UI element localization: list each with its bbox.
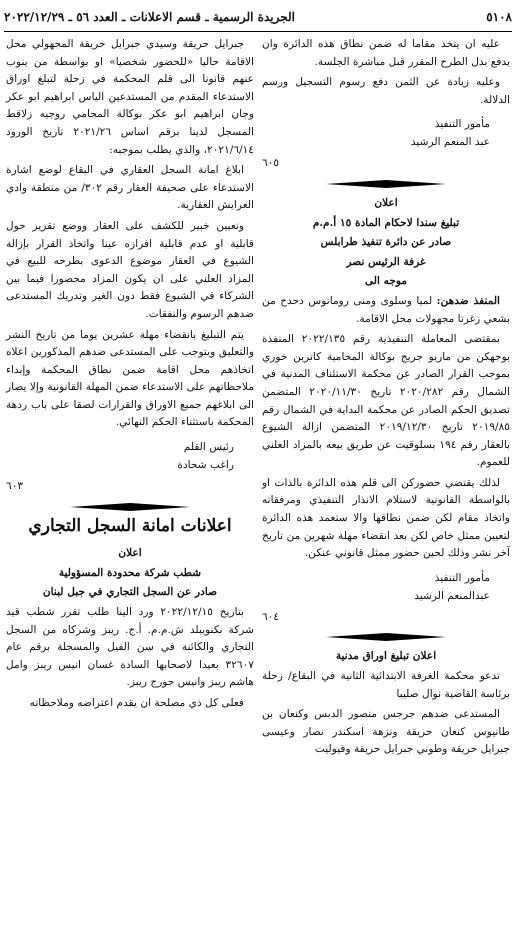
paragraph: وتعيين خبير للكشف على العقار ووضع تقرير حول قابلية او عدم قابلية افرازه عينا واتخاذ القرار بإزالة الشيوع في العقار موضوع الدعوى بطرحه للبيع في المزاد العلني على ان يكون المزاد محصورا فيما بين الشركاء في الشيوع فقط دون الغير وتدريك المستدعى ضدهم الرسوم والنفقات.: [6, 219, 254, 320]
signature-title: رئيس القلم: [183, 441, 234, 454]
signature-name: عبدالمنعم الرشيد: [414, 589, 490, 602]
notice-heading: موجه الى: [364, 275, 408, 288]
notice-heading: شطب شركة محدودة المسؤولية: [58, 566, 202, 579]
paragraph: ابلاغ امانة السجل العقاري في البقاع لوضع اشارة الاستدعاء على صحيفة العقار رقم ٣٠٢/ من منطقة وادي العرايش العقارية.: [6, 164, 254, 212]
page-number: ٥١٠٨: [486, 10, 512, 24]
right-column: [262, 36, 510, 762]
paragraph: تدعو محكمة الغرفة الابتدائية الثانية في البقاع/ زحلة برئاسة القاضية نوال صليبا: [262, 670, 510, 700]
signature-block: [262, 115, 490, 151]
signature-title: مأمور التنفيذ: [434, 571, 490, 584]
signature-block: [6, 438, 234, 474]
signature-title: مأمور التنفيذ: [434, 118, 490, 131]
paragraph: [262, 293, 510, 328]
paragraph: لذلك يقتضي حضوركن الى قلم هذه الدائرة بالذات او بالواسطة القانونية لاستلام الانذار التنفيذي ومرفقاته واتخاذ مقام لكن ضمن نطاقها والا ستعمد هذه الدائرة لتعيين ممثل خاص لكن بعد انقضاء مهلة شهرين من تاريخ آخر نشر وذلك لحين حضور ممثل قانوني عنكن.: [262, 476, 510, 560]
notice-heading: تبليغ سندا لاحكام المادة ١٥ أ.م.م: [312, 216, 460, 229]
paragraph: وعليه زيادة عن الثمن دفع رسوم التسجيل ورسم الدلالة.: [262, 76, 510, 106]
separator-ornament: [6, 502, 254, 512]
paragraph: بمقتضى المعاملة التنفيذية رقم ٢٠٢٢/١٣٥ المنفذة بوجهكن من ماريو جريج بوكالة المحامية كاترين خوري بموجب القرار الصادر عن محكمة الاستئناف المدنية في الشمال رقم ٢٠٢٠/٢٨٢ تاريخ ٢٠٢٠/١١/٣٠ المتضمن تصديق الحكم الصادر عن محكمة البداية في الشمال رقم ٢٠١٩/٨٥ تاريخ ٢٠١٩/١٢/٣٠ المتضمن ازالة الشيوع بالعقار رقم ١٩٤ بسلوقيت عن طريق بيعه بالمزاد العلني للعموم.: [262, 333, 510, 469]
signature-block: [262, 569, 490, 605]
page-header: [4, 6, 512, 32]
notice-heading: اعلان تبليغ اوراق مدنية: [335, 650, 437, 663]
notice-heading: صادر عن دائرة تنفيذ طرابلس: [320, 236, 452, 249]
separator-ornament: [262, 632, 510, 642]
paragraph: يتم التبليغ بانقضاء مهلة عشرين يوما من تاريخ النشر والتعليق ويتوجب على المستدعى ضدهم المذكورين اعلاه اتخاذهم محل اقامة ضمن نطاق المحكمة وإبداء ملاحظاتهم على الاستدعاء ضمن المهلة القانونية وإلا يصار الى ابلاغهم جميع الاوراق والقرارات لصقا على باب ردهة المحكمة باستثناء الحكم النهائي.: [6, 328, 254, 429]
notice-heading: اعلان: [374, 196, 398, 209]
signature-name: راغب شحادة: [177, 459, 234, 472]
notice-number: ٦٠٣: [6, 480, 24, 493]
notice-heading: غرفة الرئيس نصر: [346, 255, 426, 268]
signature-name: عبد المنعم الرشيد: [410, 136, 490, 149]
gazette-title: الجريدة الرسمية ـ قسم الاعلانات ـ العدد ٥٦ ـ ٢٠٢٢/١٢/٢٩: [4, 10, 295, 24]
paragraph: المستدعى ضدهم جرجس منصور الدبس وكنعان بن طانيوس كنعان حريقة ونزهة اسكندر نصار وعيسى جبرايل حريقة وطوني جبرايل حريقة وفيوليت: [262, 708, 510, 756]
page-body: [0, 36, 516, 934]
section-title: اعلانات امانة السجل التجاري: [28, 515, 232, 536]
paragraph: فعلى كل ذي مصلحة ان يقدم اعتراضه وملاحظاته: [29, 697, 244, 709]
left-column: [6, 36, 254, 716]
bold-label: المنفذ ضدهن:: [436, 294, 500, 307]
notice-heading: اعلان: [118, 547, 142, 560]
paragraph: بتاريخ ٢٠٢٢/١٢/١٥ ورد الينا طلب تقرر شطب قيد شركة نكنويبلد ش.م.م. أ.ج. ريبز وشركاه من السجل التجاري والكائنة في سن الفيل والمسجلة برقم عام ٣٢٦٠٧ بعيدا لاصحابها السادة غسان انيس ريبز وامل هاشم ريبز وانيس جورج ريبز.: [6, 606, 254, 689]
separator-ornament: [262, 179, 510, 189]
paragraph-text: لميا وسلوى ومنى رومانوس دحدح من بشعي زغرتا مجهولات محل الاقامة.: [262, 294, 510, 325]
paragraph: جبرايل حريقة وسيدي جبرايل حريقة المجهولي محل الاقامة حاليا «للحضور شخصيا» او بواسطة من ينوب عنهم قانونا الى قلم المحكمة في زحلة لتبلغ اوراق الاستدعاء المقدم من المستدعين الياس ابراهيم ابو عكر وجان ابراهيم ابو عكر بوكالة المحامي روجيه زلاقط المسجل لدينا برقم اساس ٢٠٢١/٢٦ تاريخ الورود ٢٠٢١/٦/١٤، والذي يطلب بموجبه:: [6, 38, 254, 156]
notice-number: ٦٠٥: [262, 157, 280, 170]
notice-heading: صادر عن السجل التجاري في جبل لبنان: [42, 586, 218, 599]
notice-number: ٦٠٤: [262, 610, 280, 623]
paragraph: عليه ان يتخذ مقاما له ضمن نطاق هذه الدائرة وان يدفع بدل الطرح المقرر قبل مباشرة الجلسة.: [262, 38, 510, 68]
